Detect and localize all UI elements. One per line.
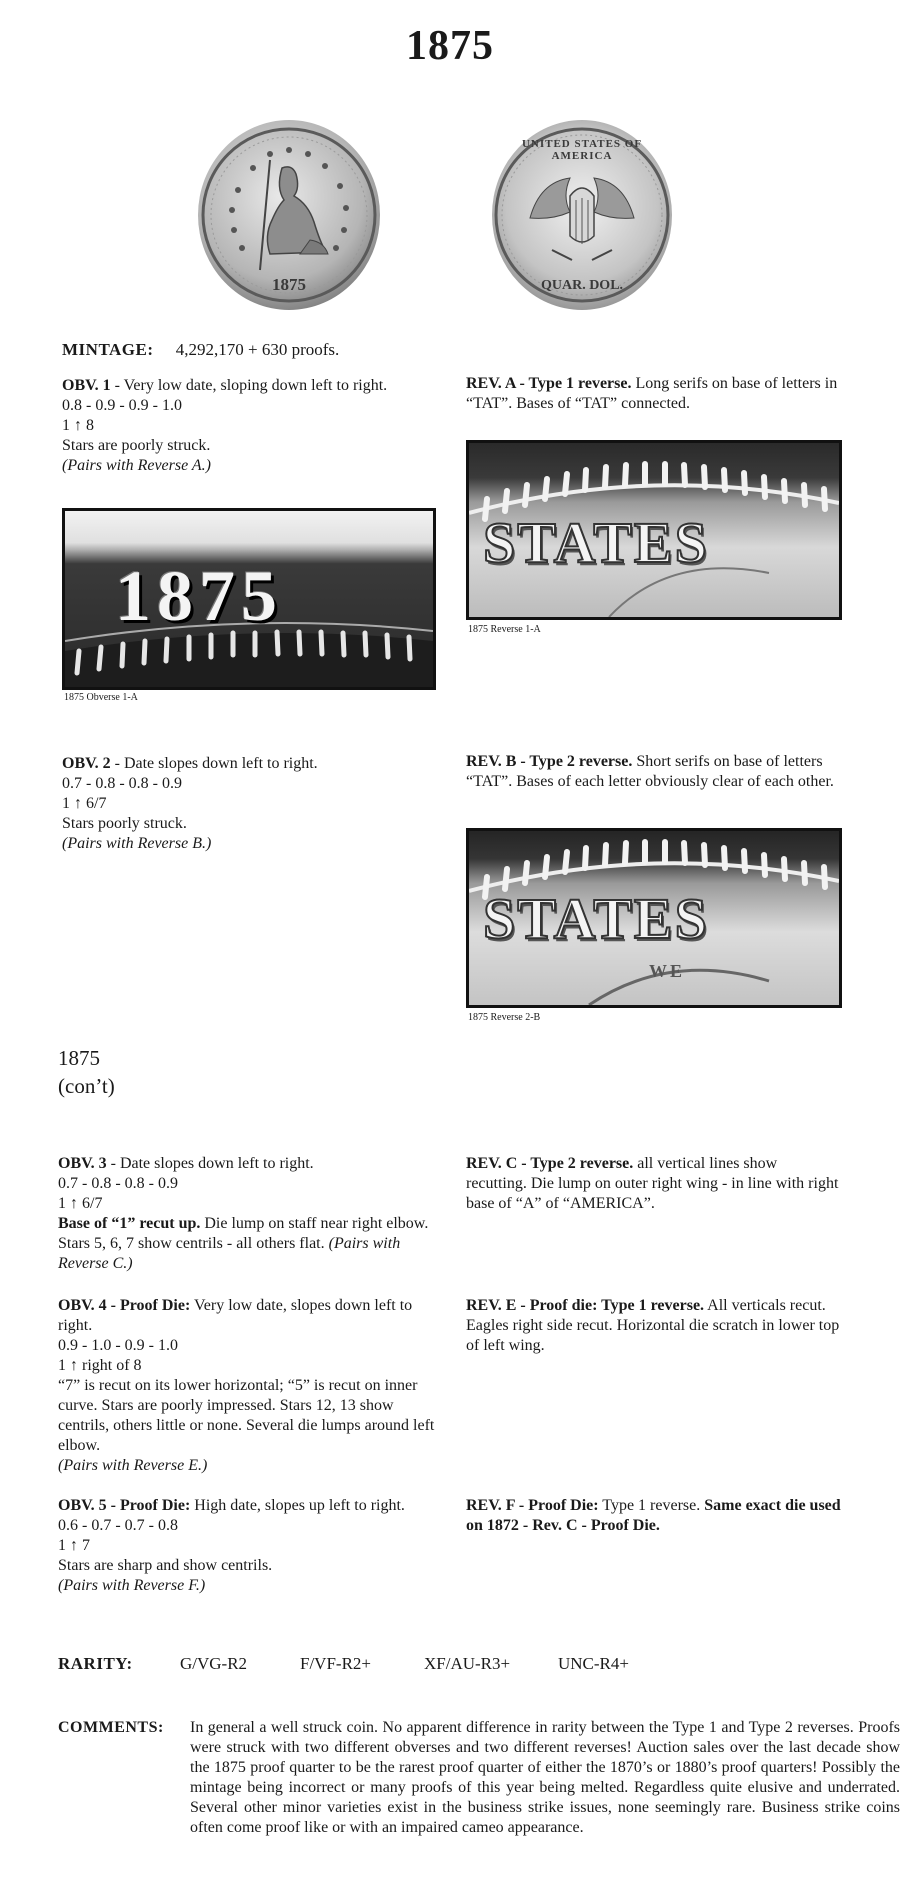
- obverse-3-description: [58, 1154, 438, 1274]
- obverse-5-heading: OBV. 5 - Proof Die:: [58, 1497, 191, 1514]
- reverse-b-description: [466, 752, 842, 792]
- reverse-a-photo: [466, 440, 842, 620]
- reverse-c-heading: REV. C - Type 2 reverse.: [466, 1155, 634, 1172]
- reverse-c-text: all vertical lines show recutting. Die lump on outer right wing - in line with right base of “A” of “AMERICA”.: [466, 1155, 839, 1212]
- reverse-f-text: Type 1 reverse.: [598, 1497, 705, 1514]
- mintage: [62, 340, 339, 360]
- obverse-4-position: 1 ↑ right of 8: [58, 1357, 142, 1374]
- obverse-4-heading: OBV. 4 - Proof Die:: [58, 1297, 191, 1314]
- obverse-2-note: Stars poorly struck.: [62, 815, 187, 832]
- obverse-2-description: [62, 754, 432, 854]
- obverse-4-grades: 0.9 - 1.0 - 0.9 - 1.0: [58, 1337, 178, 1354]
- obverse-5-description: [58, 1496, 438, 1596]
- obverse-1-grades: 0.8 - 0.9 - 0.9 - 1.0: [62, 397, 182, 414]
- mintage-value: 4,292,170 + 630 proofs.: [175, 340, 340, 359]
- reverse-a-photo-text: STATES: [483, 510, 709, 575]
- obverse-5-grades: 0.6 - 0.7 - 0.7 - 0.8: [58, 1517, 178, 1534]
- reverse-b-photo: [466, 828, 842, 1008]
- obverse-3-pairs: (Pairs with Reverse C.): [58, 1235, 401, 1272]
- rarity-grade-1: G/VG-R2: [180, 1654, 248, 1673]
- continued-label: (con’t): [58, 1074, 115, 1098]
- reverse-b-text: Short serifs on base of letters “TAT”. Bases of each letter obviously clear of each other.: [466, 753, 834, 790]
- reverse-a-type: - Type 1 reverse.: [515, 375, 632, 392]
- continued-year: 1875: [58, 1046, 100, 1070]
- obverse-1-caption: 1875 Obverse 1-A: [64, 692, 138, 703]
- comments: [58, 1718, 900, 1898]
- obverse-1-photo: [62, 508, 436, 690]
- obverse-3-grades: 0.7 - 0.8 - 0.8 - 0.9: [58, 1175, 178, 1192]
- obverse-3-heading: OBV. 3: [58, 1155, 107, 1172]
- obverse-1-photo-date: 1875: [115, 556, 283, 636]
- obverse-5-position: 1 ↑ 7: [58, 1537, 90, 1554]
- reverse-b-photo-text: STATES: [483, 886, 709, 951]
- reverse-b-caption: 1875 Reverse 2-B: [468, 1012, 541, 1023]
- obverse-1-pairs: (Pairs with Reverse A.): [62, 457, 212, 474]
- reverse-b-type: - Type 2 reverse.: [516, 753, 633, 770]
- continued-heading: [58, 1044, 115, 1100]
- obverse-2-text: - Date slopes down left to right.: [110, 755, 318, 772]
- obverse-4-note: “7” is recut on its lower horizontal; “5” is recut on inner curve. Stars are poorly impressed. Stars 12, 13 show centrils, others little or none. Several die lumps around left elbow.: [58, 1377, 435, 1454]
- reverse-a-heading: REV. A: [466, 375, 516, 392]
- reverse-f-bold: Same exact die used on 1872 - Rev. C - Proof Die.: [466, 1497, 841, 1534]
- obverse-5-note: Stars are sharp and show centrils.: [58, 1557, 273, 1574]
- obverse-5-text: High date, slopes up left to right.: [190, 1497, 405, 1514]
- obverse-3-note: Die lump on staff near right elbow. Stars 5, 6, 7 show centrils - all others flat.: [58, 1215, 429, 1252]
- reverse-a-text: Long serifs on base of letters in “TAT”. Bases of “TAT” connected.: [466, 375, 838, 412]
- reverse-e-description: [466, 1296, 842, 1356]
- reverse-b-heading: REV. B: [466, 753, 517, 770]
- obverse-2-heading: OBV. 2: [62, 755, 111, 772]
- obverse-5-pairs: (Pairs with Reverse F.): [58, 1577, 206, 1594]
- obverse-4-pairs: (Pairs with Reverse E.): [58, 1457, 208, 1474]
- coin-reverse-icon: [492, 120, 672, 310]
- obverse-3-position: 1 ↑ 6/7: [58, 1195, 103, 1212]
- obverse-1-text: - Very low date, sloping down left to right.: [110, 377, 388, 394]
- reverse-f-heading: REV. F - Proof Die:: [466, 1497, 599, 1514]
- rarity-grade-4: UNC-R4+: [558, 1654, 629, 1673]
- coin-reverse-legend-top: UNITED STATES OF AMERICA: [521, 138, 643, 162]
- rarity-label: RARITY:: [58, 1654, 133, 1673]
- reverse-a-caption: 1875 Reverse 1-A: [468, 624, 541, 635]
- coin-reverse-legend-bottom: QUAR. DOL.: [540, 278, 624, 293]
- obverse-1-note: Stars are poorly struck.: [62, 437, 211, 454]
- obverse-2-pairs: (Pairs with Reverse B.): [62, 835, 212, 852]
- mintage-label: MINTAGE:: [62, 340, 154, 359]
- obverse-1-description: [62, 376, 432, 476]
- obverse-1-heading: OBV. 1: [62, 377, 111, 394]
- reverse-f-description: [466, 1496, 842, 1536]
- reverse-a-description: [466, 374, 842, 414]
- obverse-2-position: 1 ↑ 6/7: [62, 795, 107, 812]
- coin-obverse-date: 1875: [272, 275, 306, 294]
- rarity-grade-2: F/VF-R2+: [300, 1654, 371, 1673]
- obverse-3-bold-note: Base of “1” recut up.: [58, 1215, 201, 1232]
- reverse-e-heading: REV. E - Proof die: Type 1 reverse.: [466, 1297, 705, 1314]
- obverse-1-position: 1 ↑ 8: [62, 417, 94, 434]
- page-title: 1875: [406, 23, 494, 69]
- rarity-grade-3: XF/AU-R3+: [424, 1654, 511, 1673]
- reverse-e-text: All verticals recut. Eagles right side recut. Horizontal die scratch in lower top of left wing.: [466, 1297, 840, 1354]
- comments-label: COMMENTS:: [58, 1719, 164, 1736]
- obverse-2-grades: 0.7 - 0.8 - 0.8 - 0.9: [62, 775, 182, 792]
- obverse-4-description: [58, 1296, 438, 1476]
- reverse-b-photo-small: WE: [649, 961, 686, 981]
- reverse-c-description: [466, 1154, 842, 1214]
- obverse-3-text: - Date slopes down left to right.: [106, 1155, 314, 1172]
- comments-text: In general a well struck coin. No apparent difference in rarity between the Type 1 and Type 2 reverses. Proofs were struck with two different obverses and two different reverses! Auction sales over the last decade show the 1875 proof quarter to be the rarest proof quarter of either the 1870’s or 1880’s proof quarters! Possibly the mintage being incorrect or many proofs of this year being melted. Regardless quite elusive and underrated. Several other minor varieties exist in the business strike issues, none seemingly rare. Business strike coins often come proof like or with an impaired cameo appearance.: [190, 1719, 900, 1836]
- coin-obverse-icon: [198, 120, 380, 310]
- obverse-4-text: Very low date, slopes down left to right.: [58, 1297, 413, 1334]
